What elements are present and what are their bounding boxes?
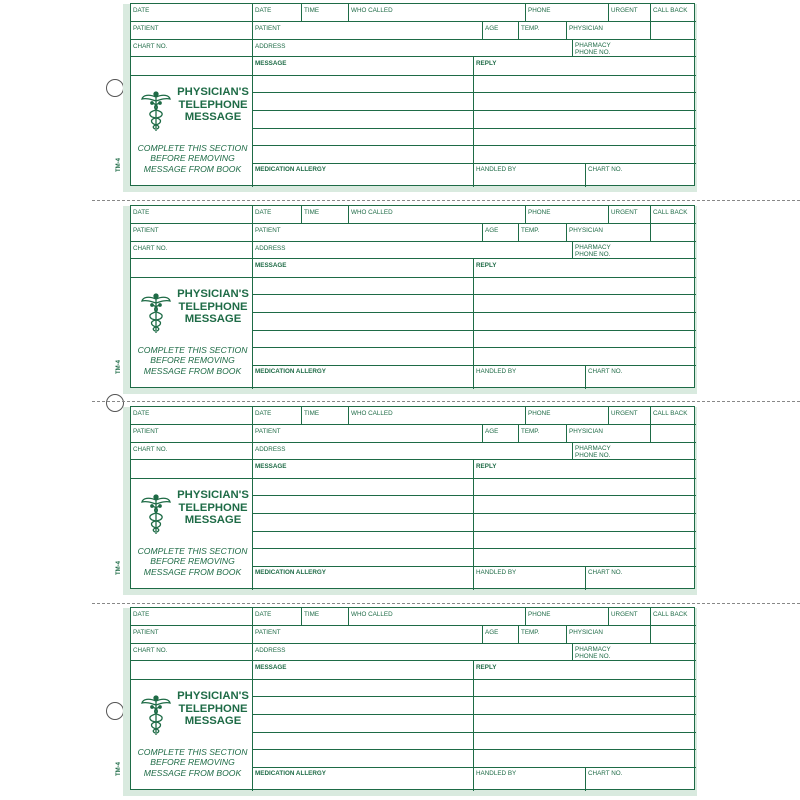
binding-hole-icon — [106, 79, 124, 97]
form-code: TM-4 — [116, 360, 122, 374]
handled-by-label: HANDLED BY — [476, 569, 517, 576]
message-label: MESSAGE — [255, 463, 287, 470]
physician-label: PHYSICIAN — [569, 629, 603, 636]
date-field-label: DATE — [255, 611, 272, 618]
physician-label: PHYSICIAN — [569, 428, 603, 435]
medication-allergy-label: MEDICATION ALLERGY — [255, 569, 327, 576]
patient-label: PATIENT — [133, 629, 159, 636]
pharmacy-phone-label: PHONE NO. — [575, 251, 611, 258]
age-label: AGE — [485, 629, 499, 636]
patient-field-label: PATIENT — [255, 25, 281, 32]
caduceus-icon — [141, 90, 171, 132]
handled-by-label: HANDLED BY — [476, 166, 517, 173]
temp-label: TEMP. — [521, 428, 540, 435]
age-label: AGE — [485, 227, 499, 234]
form-instructions: COMPLETE THIS SECTION BEFORE REMOVING MESSAGE FROM BOOK — [137, 345, 248, 376]
form-instructions: COMPLETE THIS SECTION BEFORE REMOVING MESSAGE FROM BOOK — [137, 143, 248, 174]
chart-no-label: CHART NO. — [133, 245, 168, 252]
pharmacy-label: PHARMACY — [575, 42, 611, 49]
perforation-line — [92, 603, 800, 604]
form-code: TM-4 — [116, 762, 122, 776]
physician-label: PHYSICIAN — [569, 227, 603, 234]
date-field-label: DATE — [255, 410, 272, 417]
who-called-label: WHO CALLED — [351, 209, 393, 216]
form-instructions: COMPLETE THIS SECTION BEFORE REMOVING MESSAGE FROM BOOK — [137, 747, 248, 778]
call-back-label: CALL BACK — [653, 209, 688, 216]
caduceus-icon — [141, 694, 171, 736]
patient-field-label: PATIENT — [255, 629, 281, 636]
pharmacy-phone-label: PHONE NO. — [575, 49, 611, 56]
date-field-label: DATE — [255, 209, 272, 216]
perforation-line — [92, 200, 800, 201]
patient-field-label: PATIENT — [255, 227, 281, 234]
date-label: DATE — [133, 209, 150, 216]
urgent-label: URGENT — [611, 410, 638, 417]
temp-label: TEMP. — [521, 629, 540, 636]
call-back-label: CALL BACK — [653, 410, 688, 417]
reply-label: REPLY — [476, 463, 497, 470]
caduceus-icon — [141, 292, 171, 334]
pharmacy-phone-label: PHONE NO. — [575, 653, 611, 660]
reply-label: REPLY — [476, 262, 497, 269]
form-code: TM-4 — [116, 158, 122, 172]
reply-label: REPLY — [476, 664, 497, 671]
form-title: PHYSICIAN'S TELEPHONE MESSAGE — [177, 690, 249, 727]
perforation-line — [92, 401, 800, 402]
patient-field-label: PATIENT — [255, 428, 281, 435]
phone-label: PHONE — [528, 209, 551, 216]
chart-no-field-label: CHART NO. — [588, 368, 623, 375]
call-back-label: CALL BACK — [653, 7, 688, 14]
time-field-label: TIME — [304, 7, 320, 14]
time-field-label: TIME — [304, 209, 320, 216]
patient-label: PATIENT — [133, 25, 159, 32]
medication-allergy-label: MEDICATION ALLERGY — [255, 166, 327, 173]
medication-allergy-label: MEDICATION ALLERGY — [255, 770, 327, 777]
form-title: PHYSICIAN'S TELEPHONE MESSAGE — [177, 489, 249, 526]
phone-label: PHONE — [528, 611, 551, 618]
binding-hole-icon — [106, 394, 124, 412]
age-label: AGE — [485, 25, 499, 32]
time-field-label: TIME — [304, 410, 320, 417]
address-label: ADDRESS — [255, 446, 286, 453]
phone-label: PHONE — [528, 7, 551, 14]
phone-label: PHONE — [528, 410, 551, 417]
chart-no-field-label: CHART NO. — [588, 770, 623, 777]
date-field-label: DATE — [255, 7, 272, 14]
who-called-label: WHO CALLED — [351, 7, 393, 14]
medication-allergy-label: MEDICATION ALLERGY — [255, 368, 327, 375]
address-label: ADDRESS — [255, 245, 286, 252]
binding-hole-icon — [106, 702, 124, 720]
chart-no-field-label: CHART NO. — [588, 569, 623, 576]
pharmacy-label: PHARMACY — [575, 445, 611, 452]
telephone-message-form — [116, 205, 695, 388]
handled-by-label: HANDLED BY — [476, 368, 517, 375]
pharmacy-label: PHARMACY — [575, 244, 611, 251]
handled-by-label: HANDLED BY — [476, 770, 517, 777]
form-code: TM-4 — [116, 561, 122, 575]
chart-no-label: CHART NO. — [133, 43, 168, 50]
urgent-label: URGENT — [611, 7, 638, 14]
message-label: MESSAGE — [255, 60, 287, 67]
patient-label: PATIENT — [133, 428, 159, 435]
address-label: ADDRESS — [255, 43, 286, 50]
reply-label: REPLY — [476, 60, 497, 67]
form-title: PHYSICIAN'S TELEPHONE MESSAGE — [177, 288, 249, 325]
who-called-label: WHO CALLED — [351, 410, 393, 417]
urgent-label: URGENT — [611, 611, 638, 618]
telephone-message-form — [116, 607, 695, 790]
chart-no-field-label: CHART NO. — [588, 166, 623, 173]
call-back-label: CALL BACK — [653, 611, 688, 618]
who-called-label: WHO CALLED — [351, 611, 393, 618]
telephone-message-form — [116, 406, 695, 589]
date-label: DATE — [133, 611, 150, 618]
physician-label: PHYSICIAN — [569, 25, 603, 32]
form-instructions: COMPLETE THIS SECTION BEFORE REMOVING MESSAGE FROM BOOK — [137, 546, 248, 577]
message-label: MESSAGE — [255, 664, 287, 671]
patient-label: PATIENT — [133, 227, 159, 234]
age-label: AGE — [485, 428, 499, 435]
address-label: ADDRESS — [255, 647, 286, 654]
temp-label: TEMP. — [521, 227, 540, 234]
temp-label: TEMP. — [521, 25, 540, 32]
date-label: DATE — [133, 410, 150, 417]
form-title: PHYSICIAN'S TELEPHONE MESSAGE — [177, 86, 249, 123]
pharmacy-label: PHARMACY — [575, 646, 611, 653]
urgent-label: URGENT — [611, 209, 638, 216]
date-label: DATE — [133, 7, 150, 14]
chart-no-label: CHART NO. — [133, 647, 168, 654]
time-field-label: TIME — [304, 611, 320, 618]
message-label: MESSAGE — [255, 262, 287, 269]
telephone-message-form — [116, 3, 695, 186]
chart-no-label: CHART NO. — [133, 446, 168, 453]
caduceus-icon — [141, 493, 171, 535]
pharmacy-phone-label: PHONE NO. — [575, 452, 611, 459]
